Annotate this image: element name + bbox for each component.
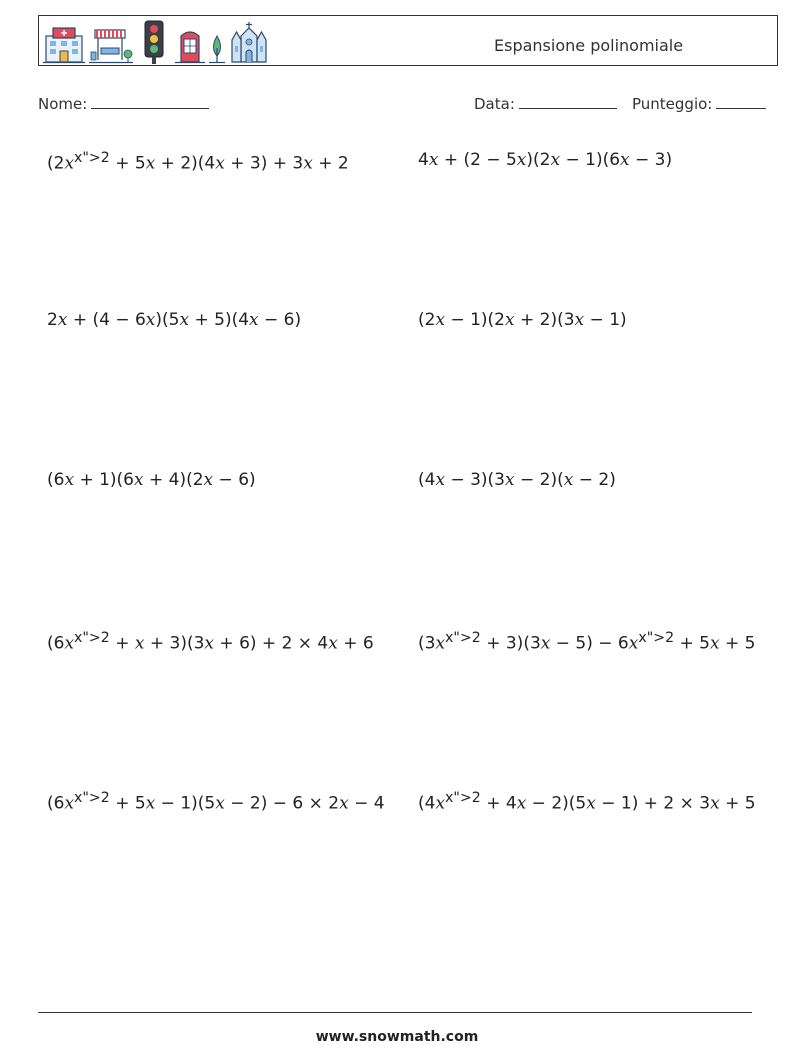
church-icon — [229, 20, 269, 64]
problem-9: $(6x^{x">2} + 5x - 1)(5x - 2) - 6 \times 2x - 4$ — [47, 790, 385, 814]
date-field — [474, 94, 617, 113]
problem-7: $(6x^{x">2} + x + 3)(3x + 6) + 2 \times 4x + 6$ — [47, 630, 374, 654]
problem-3: 2x + (4 − 6x)(5x + 5)(4x − 6) — [47, 310, 302, 330]
name-label: Nome: — [38, 95, 88, 113]
footer-url: www.snowmath.com — [315, 1029, 479, 1045]
problem-6: (4x − 3)(3x − 2)(x − 2) — [418, 470, 616, 490]
name-field — [38, 94, 209, 113]
date-blank[interactable] — [519, 94, 617, 109]
phone-booth-icon — [175, 26, 205, 64]
header-icons — [43, 20, 269, 64]
traffic-light-icon — [137, 20, 171, 64]
name-blank[interactable] — [91, 94, 209, 109]
market-stall-icon — [89, 26, 133, 64]
problem-1: $(2x^{x">2} + 5x + 2)(4x + 3) + 3x + 2$ — [47, 150, 349, 174]
problem-5: (6x + 1)(6x + 4)(2x − 6) — [47, 470, 256, 490]
worksheet-title: Espansione polinomiale — [494, 36, 684, 55]
hospital-icon — [43, 26, 85, 64]
score-label: Punteggio: — [632, 95, 713, 113]
problem-4: (2x − 1)(2x + 2)(3x − 1) — [418, 310, 627, 330]
worksheet-header — [38, 15, 778, 66]
score-field — [632, 94, 766, 113]
problem-10: $(4x^{x">2} + 4x - 2)(5x - 1) + 2 \times 3x + 5$ — [418, 790, 756, 814]
problem-2: 4x + (2 − 5x)(2x − 1)(6x − 3) — [418, 150, 673, 170]
score-blank[interactable] — [716, 94, 766, 109]
footer-divider — [38, 1012, 752, 1013]
date-label: Data: — [474, 95, 515, 113]
problem-8: $(3x^{x">2} + 3)(3x - 5) - 6x^{x">2} + 5x + 5$ — [418, 630, 756, 654]
tree-icon — [209, 26, 225, 64]
